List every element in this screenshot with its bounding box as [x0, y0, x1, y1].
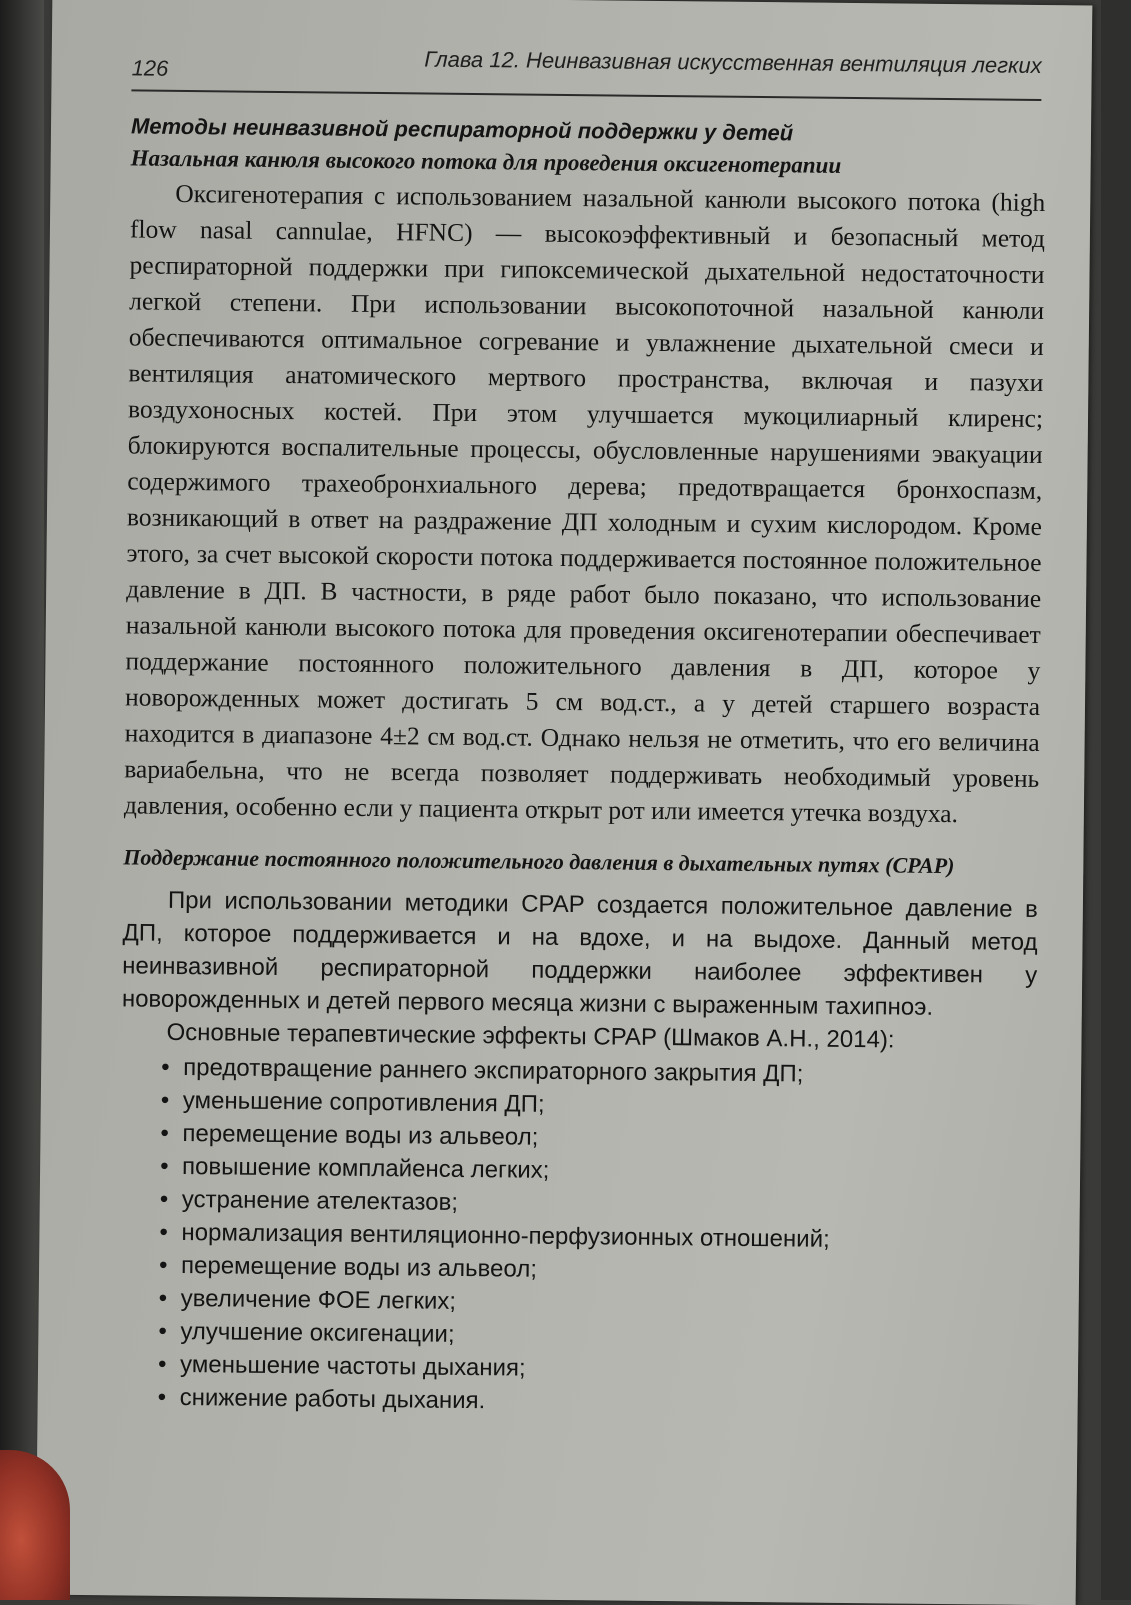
- list-item: • нормализация вентиляционно-перфузионных отношений;: [159, 1216, 1034, 1258]
- section-heading: Методы неинвазивной респираторной поддержки у детей: [130, 113, 794, 146]
- book-page: [36, 0, 1093, 1605]
- subsection-title-cpap: Поддержание постоянного положительного давления в дыхательных путях (CPAP): [123, 844, 955, 879]
- paragraph-cpap-intro: При использовании методики CPAP создается положительное давление в ДП, которое поддерживается и на вдохе, и на выдохе. Данный метод неинвазивной респираторной поддержки наиболее эффективен у новорожденных и детей первого месяца жизни с выраженным тахипноэ.: [121, 886, 1039, 1021]
- list-item: • перемещение воды из альвеол;: [159, 1249, 1034, 1291]
- paragraph-cpap-effects-lead: Основные терапевтические эффекты CPAP (Шмаков А.Н., 2014):: [166, 1018, 895, 1054]
- page-number: 126: [131, 55, 169, 81]
- list-item: • повышение комплайенса легких;: [160, 1150, 1035, 1192]
- page-header: [131, 39, 1041, 101]
- list-item: • улучшение оксигенации;: [158, 1315, 1033, 1357]
- list-item: • устранение ателектазов;: [160, 1183, 1035, 1225]
- list-item: • увеличение ФОЕ легких;: [159, 1282, 1034, 1324]
- list-item: • уменьшение частоты дыхания;: [158, 1348, 1033, 1390]
- list-item: • предотвращение раннего экспираторного закрытия ДП;: [161, 1051, 1036, 1093]
- list-item: • уменьшение сопротивления ДП;: [161, 1084, 1036, 1126]
- list-item: • снижение работы дыхания.: [158, 1381, 1033, 1423]
- cpap-effects-list: [118, 1050, 1037, 1423]
- page-content: [118, 113, 1047, 1423]
- background-edge: [1101, 0, 1131, 1600]
- paragraph-hfnc: Оксигенотерапия с использованием назальной канюли высокого потока (high flow nasal cannulae, HFNC) — высокоэффективный и безопасный метод респираторной поддержки при гипоксемической дыхательной недостаточности легкой степени. При использовании высокопоточной назальной канюли обеспечиваются оптимальное согревание и увлажнение дыхательной смеси и вентиляция анатомического мертвого пространства, включая и пазухи воздухоносных костей. При этом улучшается мукоцилиарный клиренс; блокируются воспалительные процессы, обусловленные нарушениями эвакуации содержимого трахеобронхиального дерева; предотвращается бронхоспазм, возникающий в ответ на раздражение ДП холодным и сухим кислородом. Кроме этого, за счет высокой скорости потока поддерживается постоянное положительное давление в ДП. В частности, в ряде работ было показано, что использование назальной канюли высокого потока для проведения оксигенотерапии обеспечивает поддержание постоянного положительного давления в ДП, которое у новорожденных может достигать 5 см вод.ст., а у детей старшего возраста находится в диапазоне 4±2 см вод.ст. Однако нельзя не отметить, что его величина вариабельна, что не всегда позволяет поддерживать необходимый уровень давления, особенно если у пациента открыт рот или имеется утечка воздуха.: [123, 178, 1046, 829]
- running-title: Глава 12. Неинвазивная искусственная вентиляция легких: [424, 46, 1042, 78]
- subsection-title-hfnc: Назальная канюля высокого потока для проведения оксигенотерапии: [130, 145, 842, 178]
- list-item: • перемещение воды из альвеол;: [160, 1117, 1035, 1159]
